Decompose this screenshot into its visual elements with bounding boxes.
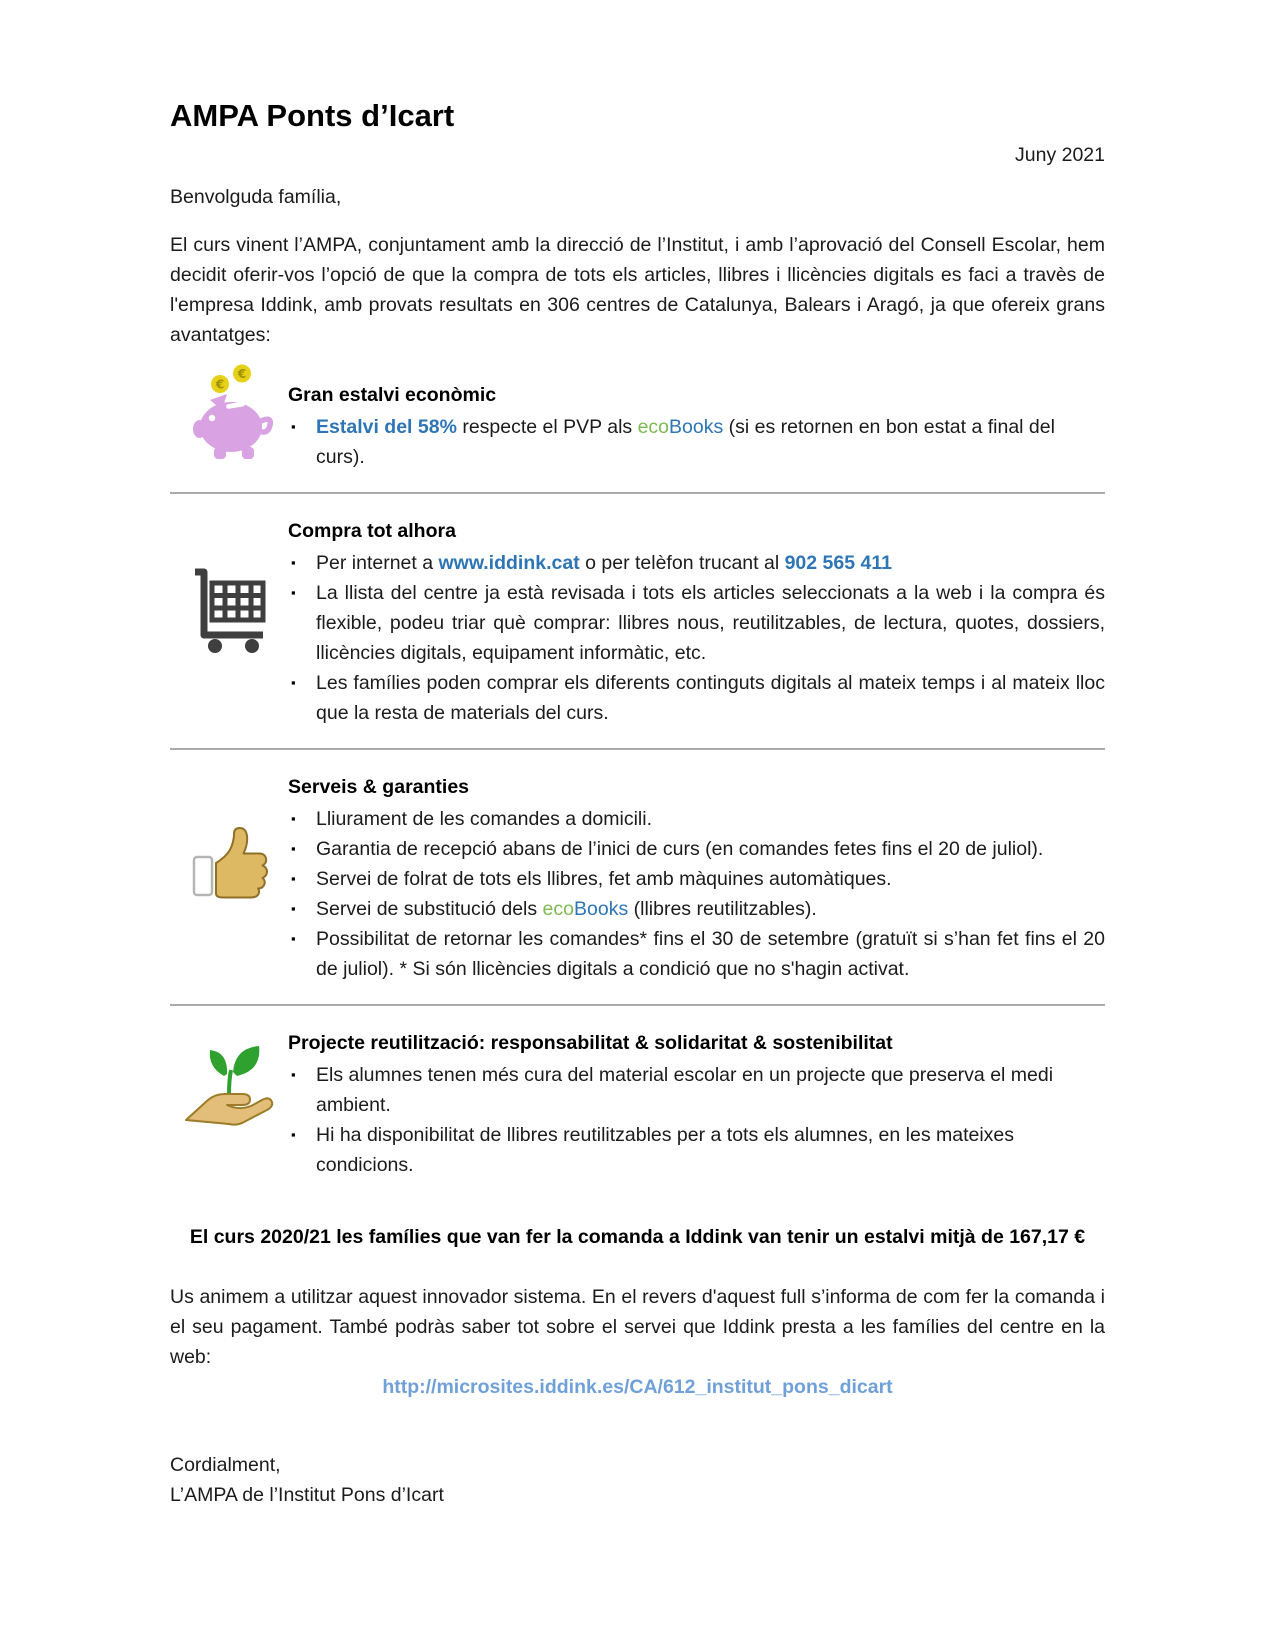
bullet-list [288,548,1105,728]
text-segment: La llista del centre ja està revisada i tots els articles seleccionats a la web i la compra és flexible, podeu triar què comprar: llibres nous, reutilitzables, de lectura, quotes, dossiers, llicències digitals, equipament informàtic, etc. [316,582,1105,664]
bullet-list [288,412,1105,472]
outro-paragraph: Us animem a utilitzar aquest innovador sistema. En el revers d'aquest full s’informa de com fer la comanda i el seu pagament. També podràs saber tot sobre el servei que Iddink presta a les famílies del centre en la web: [170,1286,1105,1368]
iddink-website-link[interactable]: www.iddink.cat [438,552,580,574]
benefit-sections [170,367,1105,1180]
text-segment: (llibres reutilitzables). [628,898,817,920]
svg-text:€: € [237,367,247,381]
text-segment: Possibilitat de retornar les comandes* fins el 30 de setembre (gratuït si s’han fet fins el 20 de juliol). * Si són llicències digitals a condició que no s'hagin activat. [316,928,1105,980]
text-segment: Per internet a [316,552,439,574]
bullet-item [288,834,1105,864]
text-segment: Garantia de recepció abans de l’inici de curs (en comandes fetes fins el 20 de juliol). [316,838,1044,860]
text-segment: (si es retornen en bon estat a final del curs). [316,416,1055,468]
benefit-section-4 [170,1028,1105,1180]
bullet-list [288,1060,1105,1180]
iddink-phone-number: 902 565 411 [784,552,892,574]
date: Juny 2021 [1015,144,1105,166]
text-segment: o per telèfon trucant al [579,552,785,574]
ecobooks-brand-eco: eco [542,898,574,920]
thumbs-up-icon [170,812,288,984]
savings-highlight: El curs 2020/21 les famílies que van fer la comanda a Iddink van tenir un estalvi mitjà de 167,17 € [189,1226,1086,1248]
benefit-section-2 [170,516,1105,728]
text-segment: respecte el PVP als [456,416,638,438]
bullet-item [288,894,1105,924]
section-divider [170,492,1105,494]
bullet-item [288,864,1105,894]
section-heading: Gran estalvi econòmic [288,384,497,406]
bullet-item [288,924,1105,984]
microsite-link[interactable]: http://microsites.iddink.es/CA/612_institut_pons_dicart [382,1376,893,1398]
microsite-link-line [170,1372,1105,1402]
section-divider [170,1004,1105,1006]
piggy-bank-icon [170,362,288,472]
salutation: Benvolguda família, [170,186,342,208]
svg-text:€: € [215,377,225,392]
section-heading: Projecte reutilització: responsabilitat & solidaritat & sostenibilitat [288,1032,893,1054]
benefit-section-3 [170,772,1105,984]
bullet-item [288,578,1105,668]
hand-plant-icon [170,1034,288,1180]
closing-signature: L’AMPA de l’Institut Pons d’Icart [170,1484,444,1506]
bullet-item [288,668,1105,728]
bullet-item [288,804,1105,834]
section-divider [170,748,1105,750]
text-segment: Els alumnes tenen més cura del material escolar en un projecte que preserva el medi ambient. [316,1064,1054,1116]
bullet-list [288,804,1105,984]
bullet-item [288,1060,1105,1120]
page-title: AMPA Ponts d’Icart [170,98,455,133]
ecobooks-brand-eco: eco [637,416,670,438]
section-heading: Compra tot alhora [288,520,456,542]
bullet-item [288,412,1105,472]
text-segment: Servei de folrat de tots els llibres, fet amb màquines automàtiques. [316,868,892,890]
shopping-cart-icon [170,560,288,728]
ecobooks-brand-books: Books [669,416,724,438]
closing-salutation: Cordialment, [170,1454,281,1476]
benefit-section-1 [170,367,1105,472]
savings-percentage: Estalvi del 58% [316,416,457,438]
bullet-item [288,548,1105,578]
section-heading: Serveis & garanties [288,776,470,798]
bullet-item [288,1120,1105,1180]
text-segment: Servei de substitució dels [316,898,543,920]
intro-paragraph: El curs vinent l’AMPA, conjuntament amb la direcció de l’Institut, i amb l’aprovació del Consell Escolar, hem decidit oferir-vos l’opció de que la compra de tots els articles, llibres i llicències digitals es faci a travès de l'empresa Iddink, amb provats resultats en 306 centres de Catalunya, Balears i Aragó, ja que ofereix grans avantatges: [170,234,1105,346]
ecobooks-brand-books: Books [574,898,629,920]
text-segment: Hi ha disponibilitat de llibres reutilitzables per a tots els alumnes, en les mateixes condicions. [316,1124,1015,1176]
text-segment: Les famílies poden comprar els diferents continguts digitals al mateix temps i al mateix lloc que la resta de materials del curs. [316,672,1105,724]
text-segment: Lliurament de les comandes a domicili. [316,808,652,830]
